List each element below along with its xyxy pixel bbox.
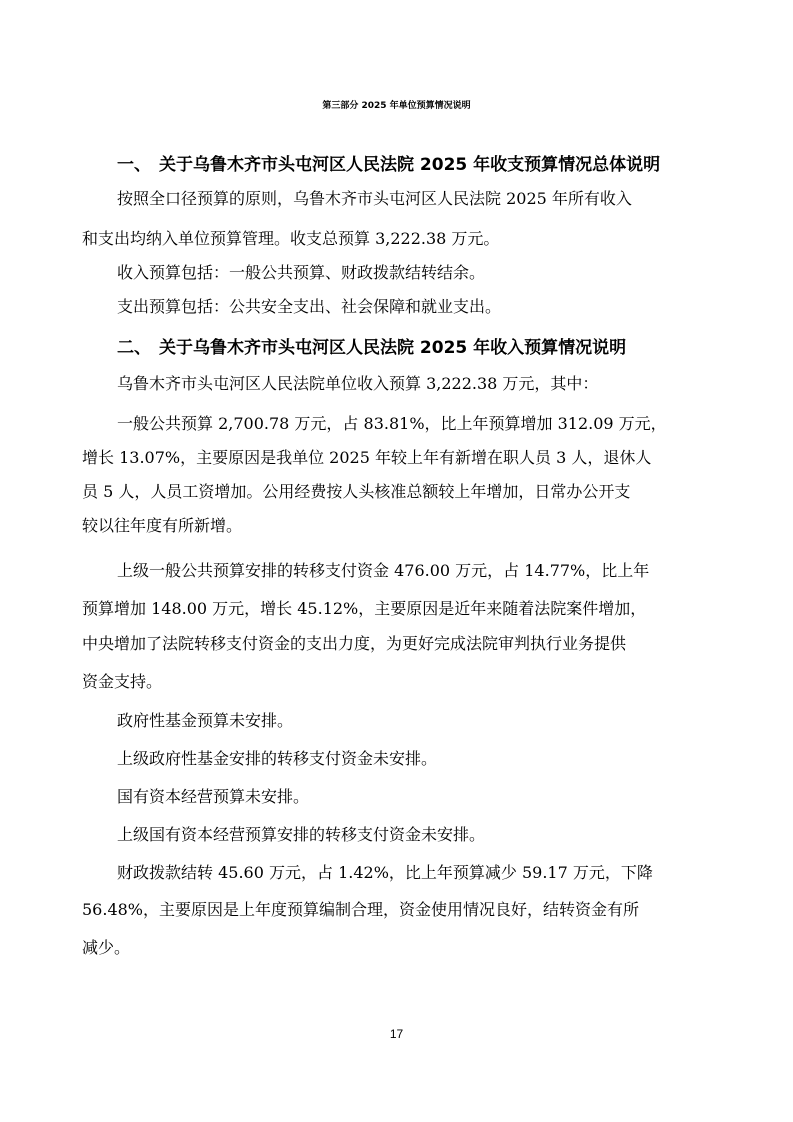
paragraph-line: 支出预算包括：公共安全支出、社会保障和就业支出。 [117, 297, 502, 316]
paragraph-line: 增长 13.07%，主要原因是我单位 2025 年较上年有新增在职人员 3 人，退休人 [82, 448, 652, 467]
section-heading-text-1: 关于乌鲁木齐市头屯河区人民法院 2025 年收支预算情况总体说明 [159, 155, 661, 175]
section-number-1: 一、 [117, 155, 151, 175]
paragraph-line: 按照全口径预算的原则，乌鲁木齐市头屯河区人民法院 2025 年所有收入 [117, 189, 632, 208]
paragraph-line: 56.48%，主要原因是上年度预算编制合理，资金使用情况良好，结转资金有所 [82, 900, 640, 919]
paragraph-line: 上级一般公共预算安排的转移支付资金 476.00 万元，占 14.77%，比上年 [117, 561, 650, 580]
page-number: 17 [389, 1027, 404, 1041]
paragraph-line: 减少。 [82, 938, 131, 957]
paragraph-line: 较以往年度有所新增。 [82, 516, 243, 535]
paragraph-line: 财政拨款结转 45.60 万元，占 1.42%，比上年预算减少 59.17 万元，下降 [117, 863, 653, 882]
paragraph-line: 收入预算包括：一般公共预算、财政拨款结转结余。 [117, 263, 486, 282]
section-heading-text-2: 关于乌鲁木齐市头屯河区人民法院 2025 年收入预算情况说明 [159, 338, 627, 358]
section-heading-1 [117, 153, 660, 177]
paragraph-line: 资金支持。 [82, 672, 163, 691]
paragraph-line: 上级国有资本经营预算安排的转移支付资金未安排。 [117, 825, 486, 844]
paragraph-line: 乌鲁木齐市头屯河区人民法院单位收入预算 3,222.38 万元，其中： [117, 374, 599, 393]
paragraph-line: 一般公共预算 2,700.78 万元，占 83.81%，比上年预算增加 312.09 万元， [117, 414, 667, 433]
section-heading-2 [117, 336, 626, 360]
paragraph-line: 上级政府性基金安排的转移支付资金未安排。 [117, 749, 438, 768]
paragraph-line: 国有资本经营预算未安排。 [117, 787, 310, 806]
paragraph-line: 和支出均纳入单位预算管理。收支总预算 3,222.38 万元。 [82, 229, 500, 248]
page-title: 第三部分 2025 年单位预算情况说明 [322, 101, 471, 111]
paragraph-line: 预算增加 148.00 万元，增长 45.12%，主要原因是近年来随着法院案件增加， [82, 599, 647, 618]
paragraph-line: 员 5 人，人员工资增加。公用经费按人头核准总额较上年增加，日常办公开支 [82, 482, 631, 501]
paragraph-line: 政府性基金预算未安排。 [117, 711, 294, 730]
section-number-2: 二、 [117, 338, 151, 358]
paragraph-line: 中央增加了法院转移支付资金的支出力度，为更好完成法院审判执行业务提供 [82, 634, 627, 653]
